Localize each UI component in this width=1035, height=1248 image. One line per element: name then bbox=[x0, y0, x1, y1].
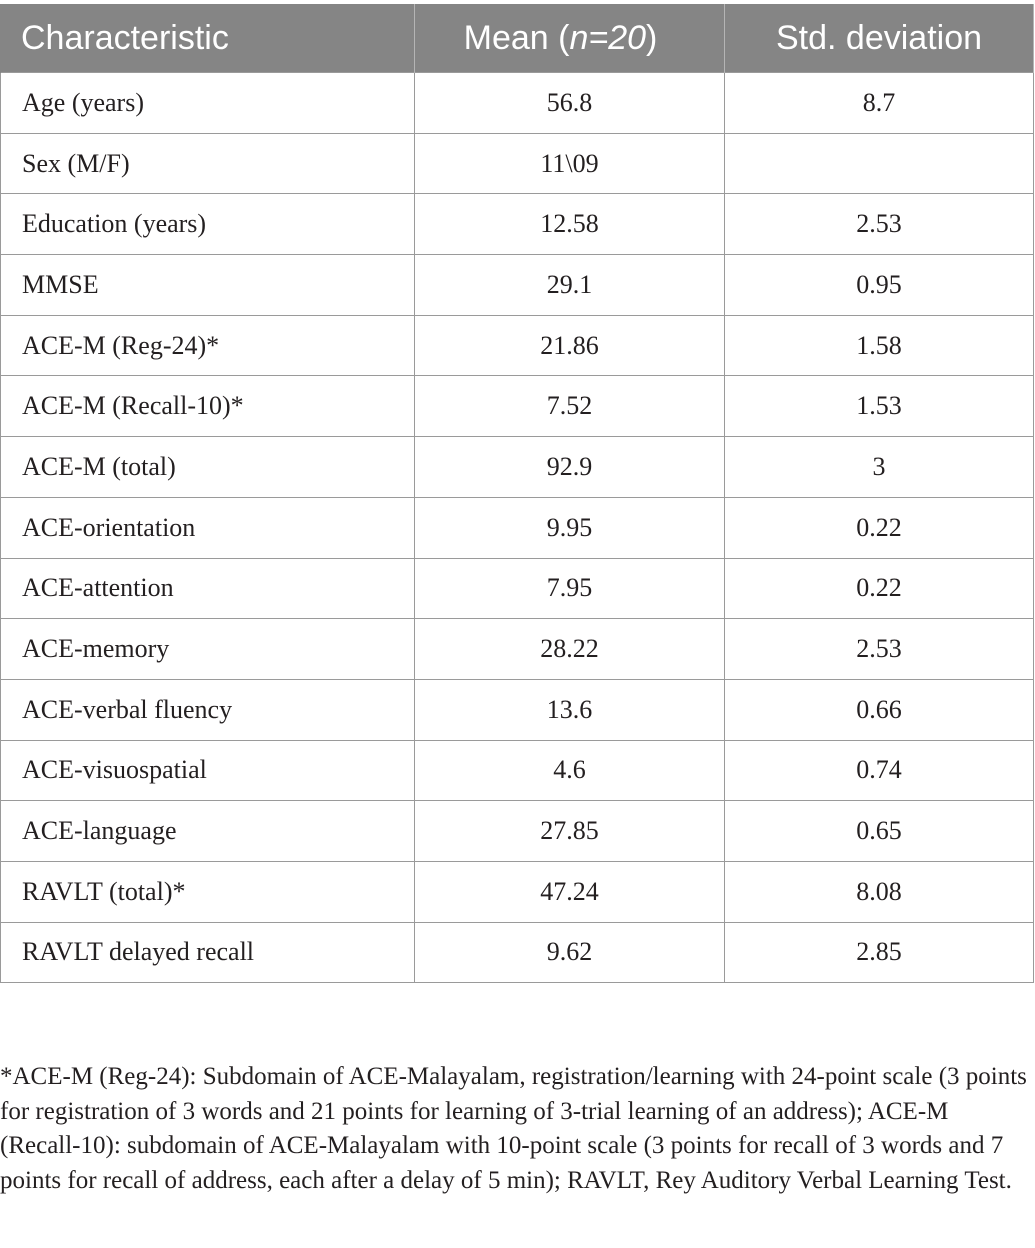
header-mean bbox=[415, 4, 725, 73]
table-row bbox=[1, 73, 1034, 134]
row-label: ACE-orientation bbox=[1, 497, 415, 558]
table-row bbox=[1, 619, 1034, 680]
table-row bbox=[1, 861, 1034, 922]
row-label: Sex (M/F) bbox=[1, 133, 415, 194]
row-label: ACE-M (Reg-24)* bbox=[1, 315, 415, 376]
row-sd: 0.66 bbox=[725, 679, 1034, 740]
header-mean-n: n=20 bbox=[569, 18, 647, 57]
row-sd: 8.08 bbox=[725, 861, 1034, 922]
header-mean-prefix: Mean ( bbox=[463, 18, 570, 57]
row-label: ACE-M (Recall-10)* bbox=[1, 376, 415, 437]
row-mean: 56.8 bbox=[415, 73, 725, 134]
table-row bbox=[1, 497, 1034, 558]
row-label: ACE-visuospatial bbox=[1, 740, 415, 801]
table-row bbox=[1, 255, 1034, 316]
row-label: ACE-language bbox=[1, 801, 415, 862]
characteristics-table bbox=[0, 4, 1034, 983]
row-mean: 92.9 bbox=[415, 437, 725, 498]
row-mean: 9.62 bbox=[415, 922, 725, 983]
table-row bbox=[1, 315, 1034, 376]
table-row bbox=[1, 679, 1034, 740]
row-mean: 12.58 bbox=[415, 194, 725, 255]
table-row bbox=[1, 376, 1034, 437]
row-sd: 2.53 bbox=[725, 619, 1034, 680]
header-mean-suffix: ) bbox=[646, 18, 658, 57]
row-mean: 7.95 bbox=[415, 558, 725, 619]
table-row bbox=[1, 558, 1034, 619]
row-mean: 21.86 bbox=[415, 315, 725, 376]
row-label: ACE-memory bbox=[1, 619, 415, 680]
row-mean: 47.24 bbox=[415, 861, 725, 922]
row-label: Age (years) bbox=[1, 73, 415, 134]
row-label: MMSE bbox=[1, 255, 415, 316]
header-row bbox=[1, 4, 1034, 73]
row-label: ACE-attention bbox=[1, 558, 415, 619]
row-mean: 7.52 bbox=[415, 376, 725, 437]
table-row bbox=[1, 133, 1034, 194]
row-label: Education (years) bbox=[1, 194, 415, 255]
table-row bbox=[1, 194, 1034, 255]
table-row bbox=[1, 801, 1034, 862]
row-mean: 29.1 bbox=[415, 255, 725, 316]
row-mean: 4.6 bbox=[415, 740, 725, 801]
row-sd: 1.53 bbox=[725, 376, 1034, 437]
row-sd: 2.85 bbox=[725, 922, 1034, 983]
row-mean: 28.22 bbox=[415, 619, 725, 680]
table-body bbox=[1, 73, 1034, 983]
row-label: ACE-M (total) bbox=[1, 437, 415, 498]
row-sd: 0.22 bbox=[725, 497, 1034, 558]
row-sd: 0.74 bbox=[725, 740, 1034, 801]
row-sd: 2.53 bbox=[725, 194, 1034, 255]
row-sd: 0.65 bbox=[725, 801, 1034, 862]
table-row bbox=[1, 922, 1034, 983]
row-mean: 13.6 bbox=[415, 679, 725, 740]
table-header bbox=[1, 4, 1034, 73]
row-sd: 1.58 bbox=[725, 315, 1034, 376]
row-label: RAVLT delayed recall bbox=[1, 922, 415, 983]
row-sd: 0.95 bbox=[725, 255, 1034, 316]
table-row bbox=[1, 437, 1034, 498]
row-sd: 3 bbox=[725, 437, 1034, 498]
row-mean: 9.95 bbox=[415, 497, 725, 558]
header-std-deviation: Std. deviation bbox=[725, 4, 1034, 73]
row-label: RAVLT (total)* bbox=[1, 861, 415, 922]
table-row bbox=[1, 740, 1034, 801]
row-sd: 8.7 bbox=[725, 73, 1034, 134]
row-sd bbox=[725, 133, 1034, 194]
table-footnote: *ACE-M (Reg-24): Subdomain of ACE-Malayalam, registration/learning with 24-point scale (3 points for registration of 3 words and 21 points for learning of 3-trial learning of an address); ACE-M (Recall-10): subdomain of ACE-Malayalam with 10-point scale (3 points for recall of 3 words and 7 points for recall of address, each after a delay of 5 min); RAVLT, Rey Auditory Verbal Learning Test. bbox=[0, 1063, 1027, 1194]
row-sd: 0.22 bbox=[725, 558, 1034, 619]
row-label: ACE-verbal fluency bbox=[1, 679, 415, 740]
row-mean: 27.85 bbox=[415, 801, 725, 862]
header-characteristic: Characteristic bbox=[1, 4, 415, 73]
row-mean: 11\09 bbox=[415, 133, 725, 194]
